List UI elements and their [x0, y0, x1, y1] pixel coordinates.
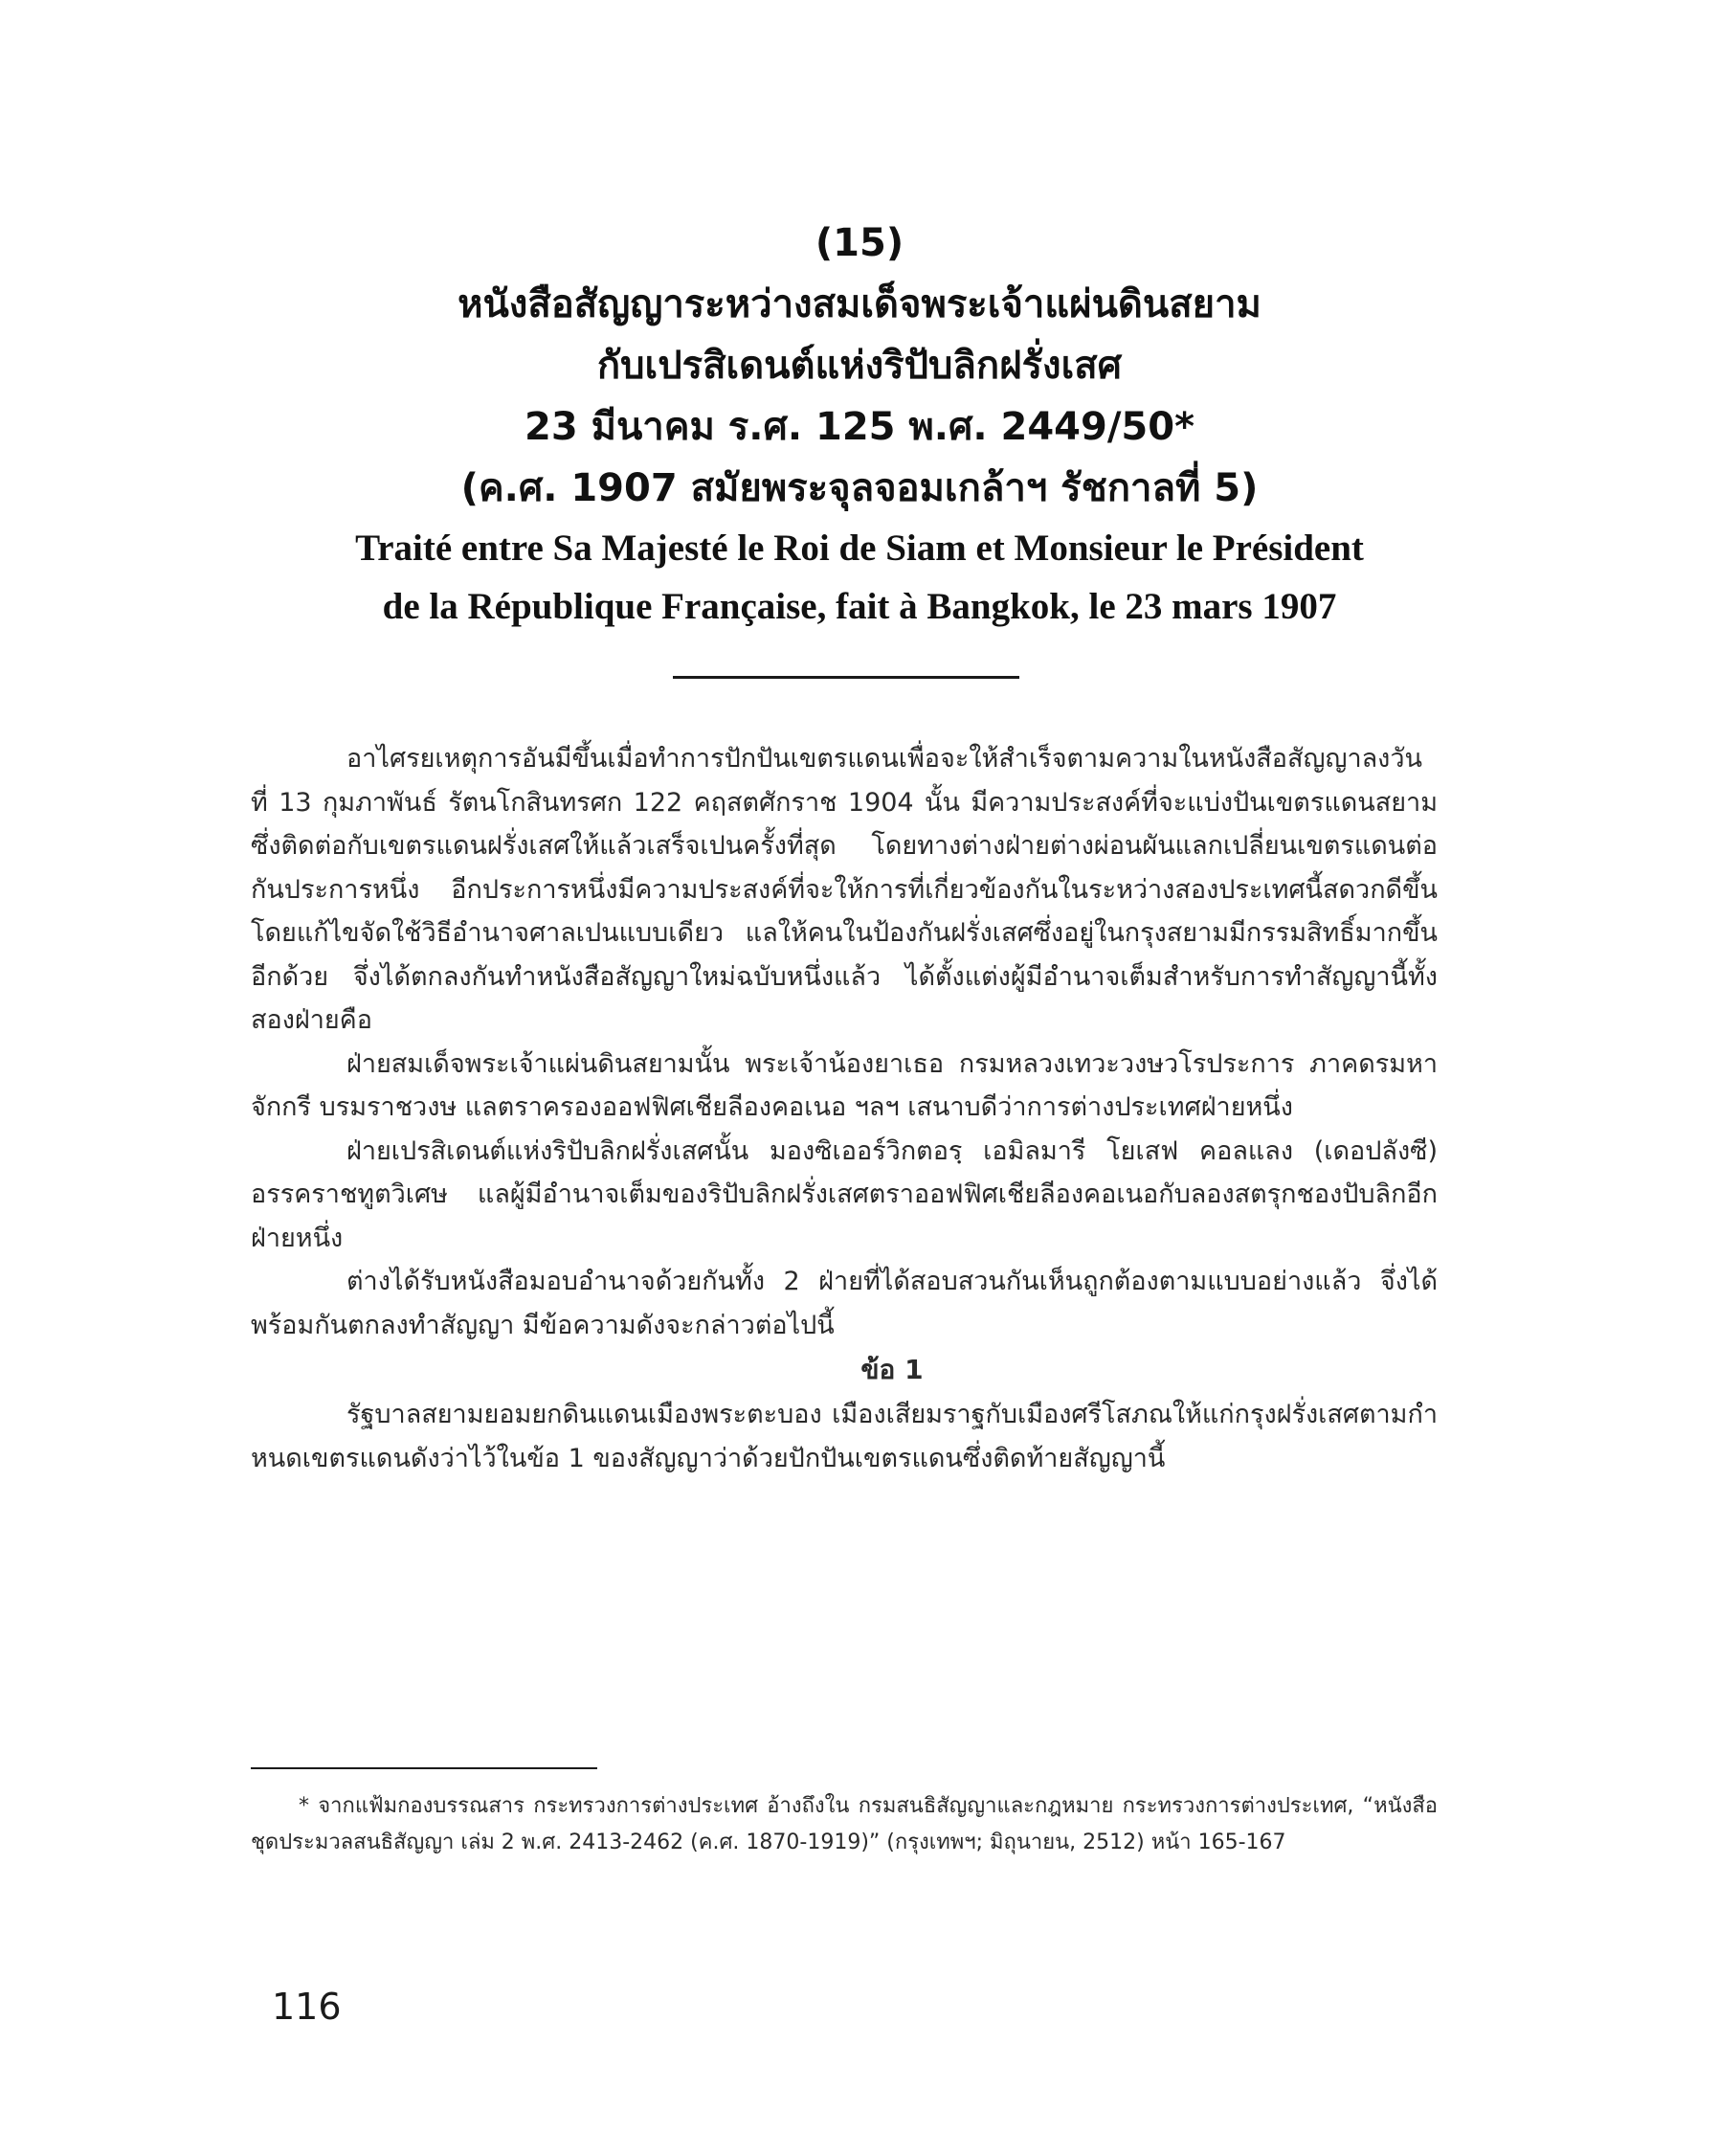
treaty-body	[251, 737, 1438, 1480]
thai-era-line: (ค.ศ. 1907 สมัยพระจุลจอมเกล้าฯ รัชกาลที่ 5)	[460, 466, 1259, 510]
title-block	[249, 213, 1470, 636]
paragraph-preamble: อาไศรยเหตุการอันมีขึ้นเมื่อทำการปักปันเขตรแดนเพื่อจะให้สำเร็จตามความในหนังสือสัญญาลงวันที่ 13 กุมภาพันธ์ รัตนโกสินทรศก 122 คฤสตศักราช 1904 นั้น มีความประสงค์ที่จะแบ่งปันเขตรแดนสยามซึ่งติดต่อกับเขตรแดนฝรั่งเสศให้แล้วเสร็จเปนครั้งที่สุด โดยทางต่างฝ่ายต่างผ่อนผันแลกเปลี่ยนเขตรแดนต่อกันประการหนึ่ง อีกประการหนึ่งมีความประสงค์ที่จะให้การที่เกี่ยวข้องกันในระหว่างสองประเทศนี้สดวกดีขึ้น โดยแก้ไขจัดใช้วิธีอำนาจศาลเปนแบบเดียว แลให้คนในป้องกันฝรั่งเสศซึ่งอยู่ในกรุงสยามมีกรรมสิทธิ์มากขึ้นอีกด้วย จึ่งได้ตกลงกันทำหนังสือสัญญาใหม่ฉบับหนึ่งแล้ว ได้ตั้งแต่งผู้มีอำนาจเต็มสำหรับการทำสัญญานี้ทั้งสองฝ่ายคือ	[251, 744, 1438, 1035]
thai-date-line: 23 มีนาคม ร.ศ. 125 พ.ศ. 2449/50*	[524, 405, 1195, 449]
paragraph-siam-plenipotentiary: ฝ่ายสมเด็จพระเจ้าแผ่นดินสยามนั้น พระเจ้าน้องยาเธอ กรมหลวงเทวะวงษวโรประการ ภาคดรมหาจักกรี บรมราชวงษ แลตราครองออฟฟิศเชียลีองคอเนอ ฯลฯ เสนาบดีว่าการต่างประเทศฝ่ายหนึ่ง	[251, 1048, 1438, 1122]
footnote: * จากแฟ้มกองบรรณสาร กระทรวงการต่างประเทศ อ้างถึงใน กรมสนธิสัญญาและกฎหมาย กระทรวงการต่างประเทศ, “หนังสือชุดประมวลสนธิสัญญา เล่ม 2 พ.ศ. 2413-2462 (ค.ศ. 1870-1919)” (กรุงเทพฯ; มิถุนายน, 2512) หน้า 165-167	[251, 1794, 1438, 1854]
title-divider	[673, 676, 1019, 679]
paragraph-agreement: ต่างได้รับหนังสือมอบอำนาจด้วยกันทั้ง 2 ฝ่ายที่ได้สอบสวนกันเห็นถูกต้องตามแบบอย่างแล้ว จึ่งได้พร้อมกันตกลงทำสัญญา มีข้อความดังจะกล่าวต่อไปนี้	[251, 1267, 1438, 1340]
thai-title-line-1: หนังสือสัญญาระหว่างสมเด็จพระเจ้าแผ่นดินสยาม	[458, 282, 1261, 326]
paragraph-france-plenipotentiary: ฝ่ายเปรสิเดนต์แห่งริปับลิกฝรั่งเสศนั้น มองซิเออร์วิกตอรฺ เอมิลมารี โยเสฟ คอลแลง (เดอปลังซี) อรรคราชทูตวิเศษ แลผู้มีอำนาจเต็มของริปับลิกฝรั่งเสศตราออฟฟิศเชียลีองคอเนอกับลองสตรุกชองปับลิกอีกฝ่ายหนึ่ง	[251, 1135, 1438, 1253]
french-title-line-1: Traité entre Sa Majesté le Roi de Siam et Monsieur le Président	[355, 528, 1364, 569]
document-number: (15)	[815, 221, 904, 265]
article-heading: ข้อ 1	[860, 1354, 924, 1385]
article-1-text: รัฐบาลสยามยอมยกดินแดนเมืองพระตะบอง เมืองเสียมราฐกับเมืองศรีโสภณให้แก่กรุงฝรั่งเสศตามกำหนดเขตรแดนดังว่าไว้ในข้อ 1 ของสัญญาว่าด้วยปักปันเขตรแดนซึ่งติดท้ายสัญญานี้	[251, 1400, 1438, 1473]
thai-title-line-2: กับเปรสิเดนต์แห่งริปับลิกฝรั่งเสศ	[596, 344, 1123, 388]
footnote-divider	[251, 1767, 597, 1769]
french-title-line-2: de la République Française, fait à Bangkok, le 23 mars 1907	[382, 586, 1337, 627]
page-number: 116	[272, 1986, 342, 2028]
